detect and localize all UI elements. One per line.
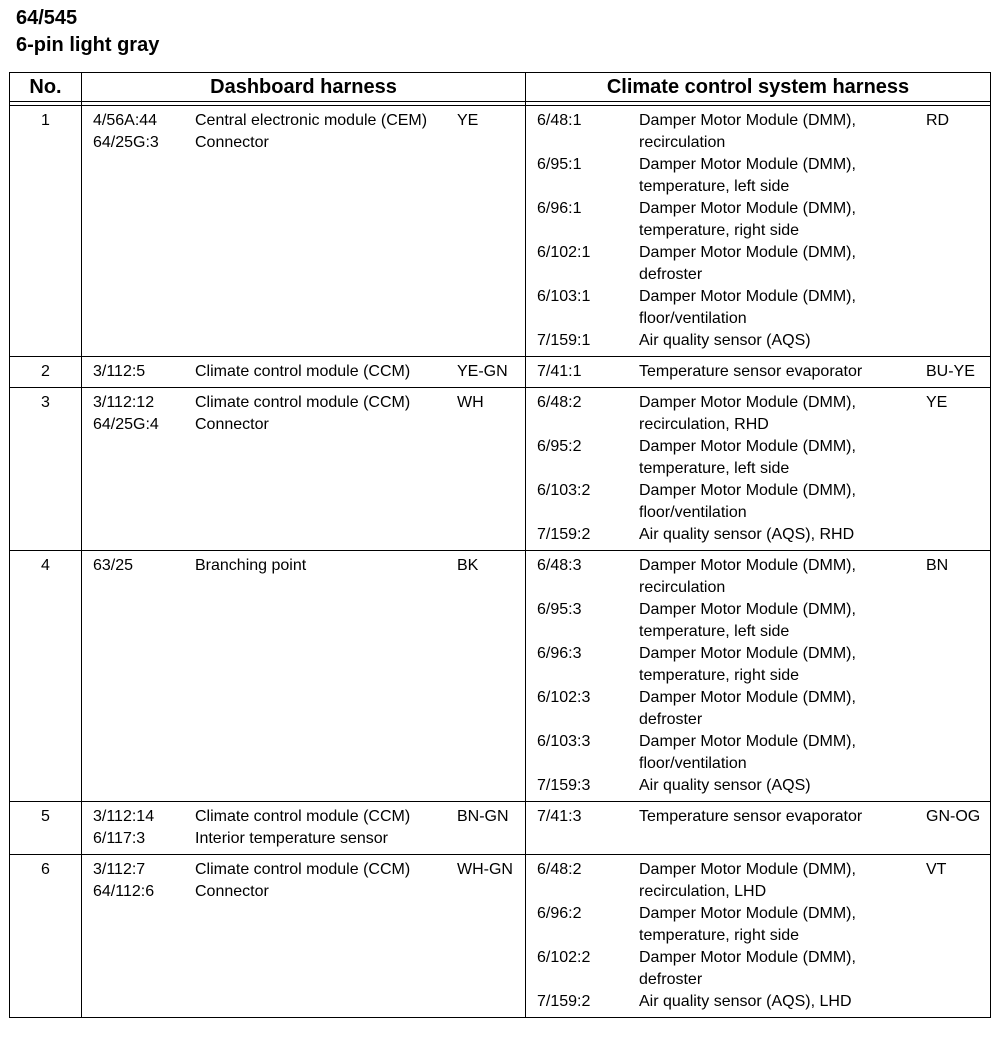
climate-component-desc: Damper Motor Module (DMM), temperature, right side bbox=[639, 200, 856, 239]
climate-cell bbox=[526, 802, 991, 855]
climate-wire-color: VT bbox=[926, 861, 947, 878]
dashboard-entry bbox=[82, 110, 526, 132]
climate-connector-code: 7/41:1 bbox=[537, 363, 582, 380]
document-header bbox=[16, 5, 159, 59]
climate-component-desc: Air quality sensor (AQS), RHD bbox=[639, 526, 855, 543]
table-row bbox=[10, 551, 991, 802]
dashboard-connector-code: 63/25 bbox=[93, 557, 134, 574]
dashboard-cell bbox=[82, 802, 526, 855]
climate-entry bbox=[526, 806, 991, 828]
climate-connector-code: 6/48:1 bbox=[537, 112, 582, 129]
dashboard-cell bbox=[82, 388, 526, 551]
dashboard-component-desc: Branching point bbox=[195, 557, 307, 574]
col-header-climate: Climate control system harness bbox=[526, 73, 991, 102]
climate-entry bbox=[526, 555, 991, 599]
table-header-row bbox=[10, 73, 991, 102]
climate-cell bbox=[526, 855, 991, 1018]
climate-component-desc: Temperature sensor evaporator bbox=[639, 363, 863, 380]
climate-connector-code: 6/102:3 bbox=[537, 689, 591, 706]
climate-connector-code: 6/48:2 bbox=[537, 861, 582, 878]
climate-connector-code: 6/95:1 bbox=[537, 156, 582, 173]
col-header-no: No. bbox=[10, 73, 82, 102]
connector-description: 6-pin light gray bbox=[16, 34, 160, 56]
climate-connector-code: 6/96:1 bbox=[537, 200, 582, 217]
pin-number: 5 bbox=[10, 802, 82, 855]
dashboard-component-desc: Climate control module (CCM) bbox=[195, 861, 411, 878]
col-header-dashboard: Dashboard harness bbox=[82, 73, 526, 102]
climate-component-desc: Damper Motor Module (DMM), recirculation bbox=[639, 557, 856, 596]
climate-component-desc: Air quality sensor (AQS) bbox=[639, 332, 811, 349]
dashboard-component-desc: Climate control module (CCM) bbox=[195, 363, 411, 380]
climate-entry bbox=[526, 859, 991, 903]
climate-component-desc: Damper Motor Module (DMM), temperature, left side bbox=[639, 156, 856, 195]
pin-number: 2 bbox=[10, 357, 82, 388]
wiring-table bbox=[9, 72, 991, 1018]
climate-component-desc: Damper Motor Module (DMM), recirculation bbox=[639, 112, 856, 151]
climate-component-desc: Damper Motor Module (DMM), temperature, left side bbox=[639, 438, 856, 477]
table-body bbox=[10, 106, 991, 1018]
dashboard-cell bbox=[82, 855, 526, 1018]
climate-cell bbox=[526, 551, 991, 802]
climate-entry bbox=[526, 110, 991, 154]
climate-component-desc: Damper Motor Module (DMM), floor/ventilation bbox=[639, 288, 856, 327]
climate-component-desc: Damper Motor Module (DMM), temperature, right side bbox=[639, 905, 856, 944]
dashboard-connector-code: 3/112:5 bbox=[93, 363, 146, 380]
dashboard-entry bbox=[82, 806, 526, 828]
pin-number: 4 bbox=[10, 551, 82, 802]
climate-wire-color: RD bbox=[926, 112, 950, 129]
climate-component-desc: Temperature sensor evaporator bbox=[639, 808, 863, 825]
climate-component-desc: Damper Motor Module (DMM), recirculation, RHD bbox=[639, 394, 856, 433]
climate-wire-color: GN-OG bbox=[926, 808, 981, 825]
pin-number: 1 bbox=[10, 106, 82, 357]
dashboard-wire-color: BN-GN bbox=[457, 808, 509, 825]
climate-connector-code: 7/159:2 bbox=[537, 993, 591, 1010]
climate-component-desc: Damper Motor Module (DMM), defroster bbox=[639, 244, 856, 283]
dashboard-wire-color: WH-GN bbox=[457, 861, 513, 878]
dashboard-connector-code: 3/112:7 bbox=[93, 861, 146, 878]
climate-connector-code: 7/159:1 bbox=[537, 332, 591, 349]
climate-connector-code: 6/48:3 bbox=[537, 557, 582, 574]
dashboard-wire-color: WH bbox=[457, 394, 484, 411]
climate-component-desc: Air quality sensor (AQS) bbox=[639, 777, 811, 794]
climate-connector-code: 6/102:1 bbox=[537, 244, 591, 261]
climate-component-desc: Damper Motor Module (DMM), defroster bbox=[639, 949, 856, 988]
dashboard-component-desc: Climate control module (CCM) bbox=[195, 394, 411, 411]
pin-number: 6 bbox=[10, 855, 82, 1018]
climate-connector-code: 7/159:3 bbox=[537, 777, 591, 794]
table-row bbox=[10, 855, 991, 1018]
climate-connector-code: 6/95:2 bbox=[537, 438, 582, 455]
climate-connector-code: 6/96:2 bbox=[537, 905, 582, 922]
climate-wire-color: BN bbox=[926, 557, 949, 574]
dashboard-connector-code: 3/112:14 bbox=[93, 808, 155, 825]
climate-component-desc: Air quality sensor (AQS), LHD bbox=[639, 993, 852, 1010]
dashboard-connector-code: 64/25G:3 bbox=[93, 134, 159, 151]
climate-entry bbox=[526, 392, 991, 436]
climate-connector-code: 7/41:3 bbox=[537, 808, 582, 825]
dashboard-component-desc: Connector bbox=[195, 883, 269, 900]
dashboard-entry bbox=[82, 361, 526, 383]
climate-connector-code: 7/159:2 bbox=[537, 526, 591, 543]
dashboard-component-desc: Connector bbox=[195, 416, 269, 433]
climate-connector-code: 6/103:1 bbox=[537, 288, 591, 305]
pin-number: 3 bbox=[10, 388, 82, 551]
climate-cell bbox=[526, 357, 991, 388]
climate-connector-code: 6/95:3 bbox=[537, 601, 582, 618]
table-row bbox=[10, 357, 991, 388]
connector-id: 64/545 bbox=[16, 7, 78, 29]
dashboard-cell bbox=[82, 106, 526, 357]
dashboard-component-desc: Interior temperature sensor bbox=[195, 830, 388, 847]
table-row bbox=[10, 106, 991, 357]
climate-wire-color: BU-YE bbox=[926, 363, 975, 380]
dashboard-component-desc: Central electronic module (CEM) bbox=[195, 112, 428, 129]
climate-connector-code: 6/103:3 bbox=[537, 733, 591, 750]
climate-cell bbox=[526, 388, 991, 551]
dashboard-wire-color: YE bbox=[457, 112, 479, 129]
table-row bbox=[10, 802, 991, 855]
dashboard-cell bbox=[82, 357, 526, 388]
dashboard-connector-code: 6/117:3 bbox=[93, 830, 146, 847]
climate-entry bbox=[526, 361, 991, 383]
climate-connector-code: 6/102:2 bbox=[537, 949, 591, 966]
climate-connector-code: 6/96:3 bbox=[537, 645, 582, 662]
climate-component-desc: Damper Motor Module (DMM), temperature, right side bbox=[639, 645, 856, 684]
climate-component-desc: Damper Motor Module (DMM), recirculation, LHD bbox=[639, 861, 856, 900]
climate-component-desc: Damper Motor Module (DMM), floor/ventilation bbox=[639, 733, 856, 772]
dashboard-connector-code: 3/112:12 bbox=[93, 394, 155, 411]
dashboard-entry bbox=[82, 555, 526, 577]
climate-connector-code: 6/103:2 bbox=[537, 482, 591, 499]
dashboard-connector-code: 4/56A:44 bbox=[93, 112, 158, 129]
climate-wire-color: YE bbox=[926, 394, 948, 411]
climate-cell bbox=[526, 106, 991, 357]
climate-component-desc: Damper Motor Module (DMM), temperature, left side bbox=[639, 601, 856, 640]
dashboard-component-desc: Connector bbox=[195, 134, 269, 151]
dashboard-connector-code: 64/112:6 bbox=[93, 883, 155, 900]
dashboard-entry bbox=[82, 392, 526, 414]
dashboard-cell bbox=[82, 551, 526, 802]
dashboard-connector-code: 64/25G:4 bbox=[93, 416, 159, 433]
dashboard-entry bbox=[82, 859, 526, 881]
dashboard-wire-color: BK bbox=[457, 557, 479, 574]
climate-component-desc: Damper Motor Module (DMM), floor/ventilation bbox=[639, 482, 856, 521]
climate-connector-code: 6/48:2 bbox=[537, 394, 582, 411]
table-row bbox=[10, 388, 991, 551]
climate-component-desc: Damper Motor Module (DMM), defroster bbox=[639, 689, 856, 728]
dashboard-component-desc: Climate control module (CCM) bbox=[195, 808, 411, 825]
dashboard-wire-color: YE-GN bbox=[457, 363, 508, 380]
